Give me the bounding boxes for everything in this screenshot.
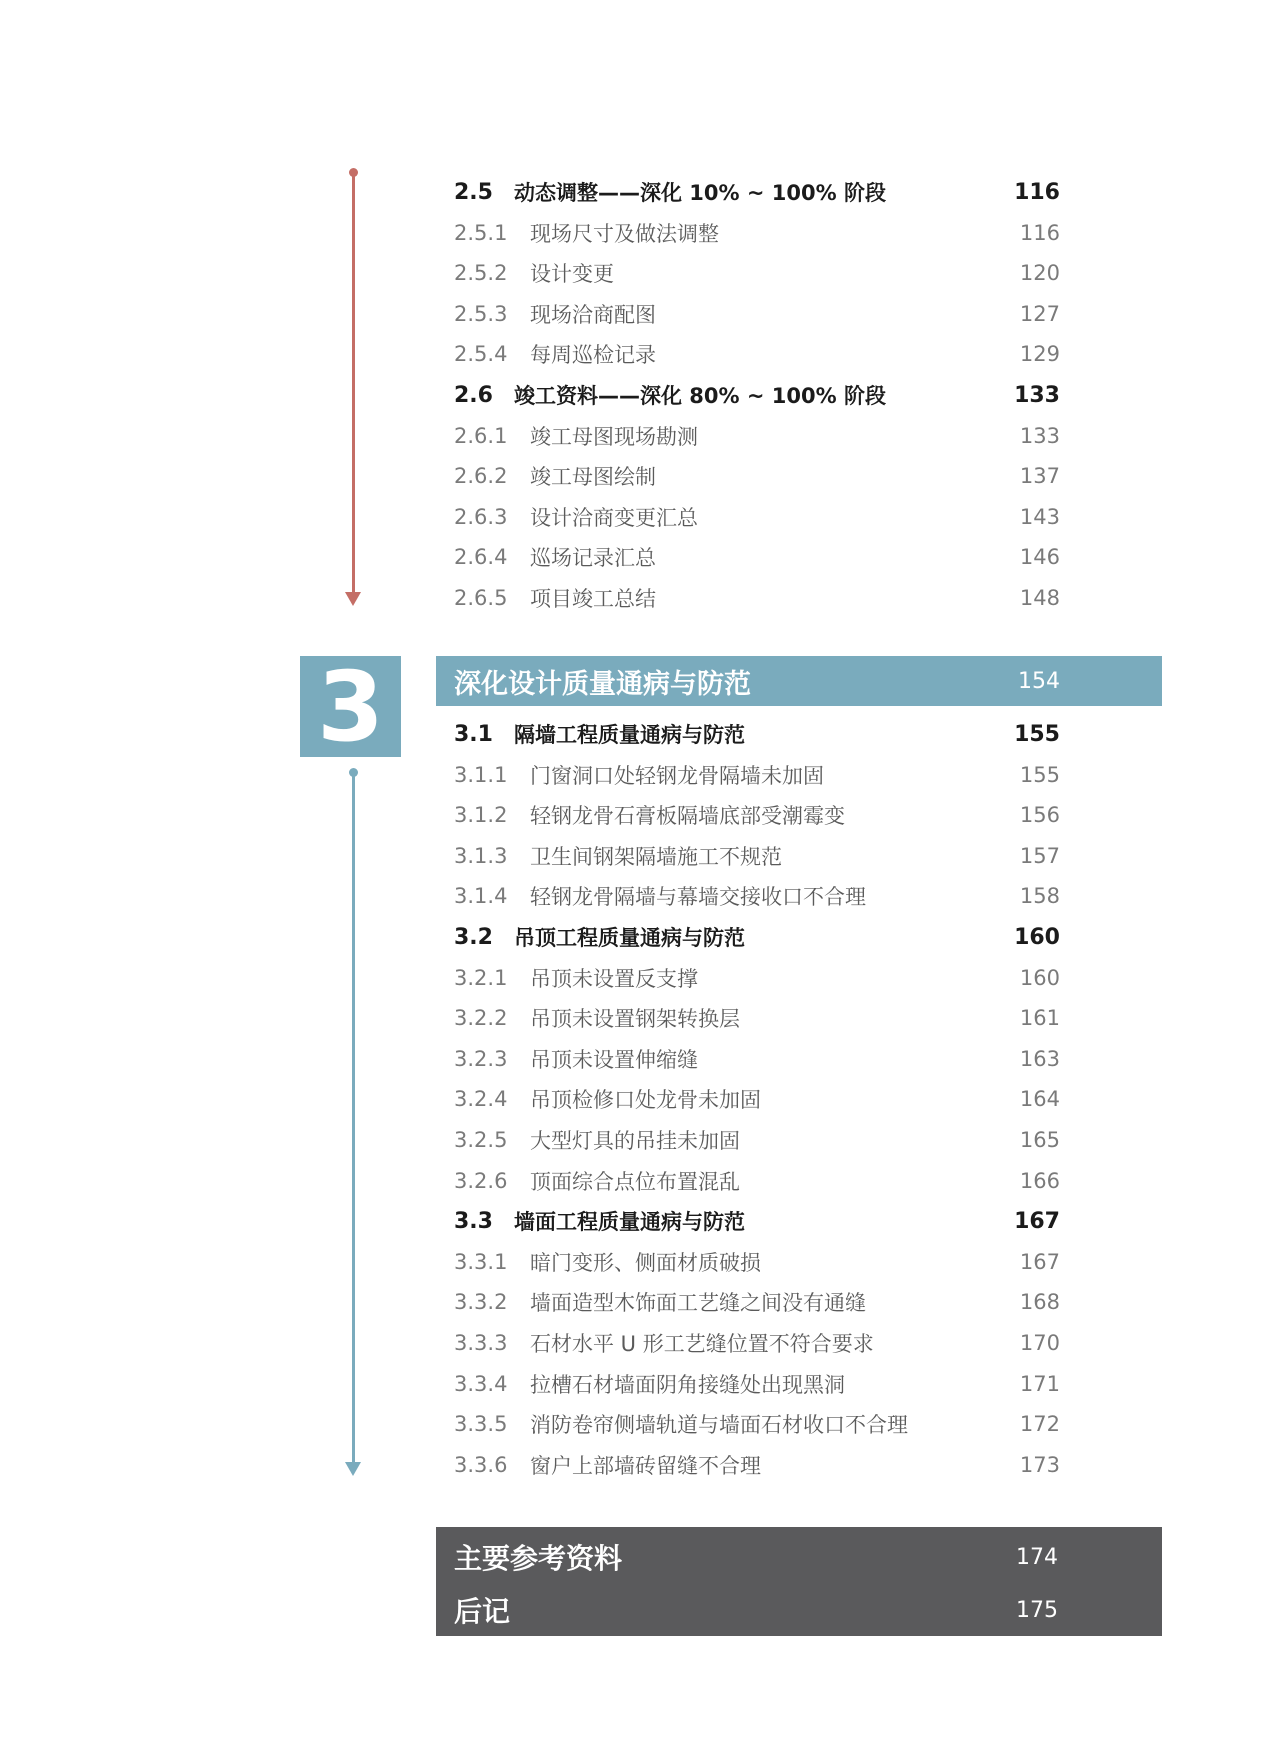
- toc-entry-number: 3.2.2: [454, 1006, 508, 1031]
- toc-section-entry[interactable]: [454, 917, 1060, 957]
- rail-top-line: [352, 172, 355, 596]
- toc-entry-page: 164: [1019, 1087, 1060, 1112]
- references-entry[interactable]: [454, 1532, 1142, 1582]
- toc-subsection-entry[interactable]: [454, 497, 1060, 537]
- toc-subsection-entry[interactable]: [454, 795, 1060, 835]
- toc-entry-number: 2.5: [454, 179, 493, 205]
- toc-entry-number: 2.5.4: [454, 342, 508, 367]
- toc-subsection-entry[interactable]: [454, 836, 1060, 876]
- toc-entry-number: 3.3.4: [454, 1371, 508, 1396]
- toc-entry-page: 158: [1019, 884, 1060, 909]
- toc-entry-number: 2.6: [454, 382, 493, 408]
- toc-entry-title: 石材水平 U 形工艺缝位置不符合要求: [530, 1332, 874, 1356]
- toc-section-entry[interactable]: [454, 172, 1060, 212]
- toc-entry-page: 156: [1019, 803, 1060, 828]
- toc-subsection-entry[interactable]: [454, 1120, 1060, 1160]
- toc-entry-title: 拉槽石材墙面阴角接缝处出现黑洞: [530, 1372, 845, 1397]
- toc-entry-page: 172: [1019, 1412, 1060, 1437]
- rail-top-arrowhead: [345, 592, 361, 606]
- chapter-number-badge: 3: [300, 656, 401, 757]
- toc-entry-number: 2.6.2: [454, 464, 508, 489]
- toc-subsection-entry[interactable]: [454, 1323, 1060, 1363]
- toc-entry-title: 设计洽商变更汇总: [530, 505, 698, 530]
- toc-entry-title: 墙面工程质量通病与防范: [514, 1210, 745, 1235]
- toc-entry-title: 墙面造型木饰面工艺缝之间没有通缝: [530, 1291, 866, 1316]
- chapter-title: 深化设计质量通病与防范: [454, 668, 751, 700]
- toc-subsection-entry[interactable]: [454, 253, 1060, 293]
- toc-entry-page: 166: [1019, 1168, 1060, 1193]
- toc-entry-page: 167: [1014, 1208, 1060, 1234]
- toc-subsection-entry[interactable]: [454, 1404, 1060, 1444]
- toc-entry-page: 133: [1014, 382, 1060, 408]
- toc-subsection-entry[interactable]: [454, 213, 1060, 253]
- toc-subsection-entry[interactable]: [454, 578, 1060, 618]
- toc-entry-number: 3.3.6: [454, 1452, 508, 1477]
- toc-entry-page: 168: [1019, 1290, 1060, 1315]
- toc-subsection-entry[interactable]: [454, 334, 1060, 374]
- toc-entry-number: 3.2.1: [454, 965, 508, 990]
- toc-entry-title: 巡场记录汇总: [530, 546, 656, 571]
- toc-entry-title: 轻钢龙骨隔墙与幕墙交接收口不合理: [530, 885, 866, 910]
- toc-subsection-entry[interactable]: [454, 1161, 1060, 1201]
- toc-entry-number: 2.6.5: [454, 586, 508, 610]
- toc-entry-number: 3.3: [454, 1208, 493, 1234]
- chapter-page: 154: [1018, 668, 1060, 694]
- toc-entry-page: 160: [1019, 965, 1060, 990]
- afterword-title: 后记: [454, 1595, 511, 1628]
- toc-entry-title: 吊顶检修口处龙骨未加固: [530, 1088, 761, 1113]
- chapter-title-bar[interactable]: [436, 656, 1162, 706]
- toc-entry-page: 161: [1019, 1006, 1060, 1031]
- toc-subsection-entry[interactable]: [454, 1079, 1060, 1119]
- toc-entry-page: 157: [1019, 843, 1060, 868]
- toc-entry-title: 门窗洞口处轻钢龙骨隔墙未加固: [530, 763, 824, 788]
- toc-subsection-entry[interactable]: [454, 1039, 1060, 1079]
- toc-entry-number: 3.2: [454, 924, 493, 950]
- afterword-page: 175: [1016, 1597, 1058, 1623]
- toc-section-entry[interactable]: [454, 714, 1060, 754]
- toc-entry-title: 竣工资料——深化 80% ~ 100% 阶段: [514, 384, 886, 408]
- toc-entry-number: 3.1.2: [454, 803, 508, 828]
- toc-subsection-entry[interactable]: [454, 958, 1060, 998]
- toc-entry-title: 消防卷帘侧墙轨道与墙面石材收口不合理: [530, 1413, 908, 1438]
- toc-subsection-entry[interactable]: [454, 1364, 1060, 1404]
- toc-entry-page: 165: [1019, 1128, 1060, 1152]
- toc-entry-title: 吊顶工程质量通病与防范: [514, 926, 745, 950]
- toc-entry-page: 116: [1014, 179, 1060, 205]
- toc-subsection-entry[interactable]: [454, 416, 1060, 456]
- toc-entry-page: 133: [1019, 423, 1060, 448]
- toc-entry-number: 3.1.1: [454, 762, 508, 787]
- toc-entry-page: 120: [1019, 261, 1060, 286]
- references-page: 174: [1016, 1544, 1058, 1570]
- toc-entry-page: 148: [1019, 586, 1060, 610]
- toc-entry-number: 2.6.1: [454, 423, 508, 448]
- toc-entry-page: 173: [1019, 1452, 1060, 1477]
- toc-entry-page: 163: [1019, 1046, 1060, 1071]
- toc-subsection-entry[interactable]: [454, 1445, 1060, 1485]
- rail-bottom-arrowhead: [345, 1462, 361, 1476]
- toc-entry-page: 155: [1019, 762, 1060, 787]
- toc-entry-title: 大型灯具的吊挂未加固: [530, 1129, 740, 1153]
- toc-entry-title: 轻钢龙骨石膏板隔墙底部受潮霉变: [530, 804, 845, 829]
- toc-entry-number: 2.5.1: [454, 220, 508, 245]
- toc-subsection-entry[interactable]: [454, 755, 1060, 795]
- toc-entry-number: 2.6.4: [454, 545, 508, 570]
- afterword-entry[interactable]: [454, 1585, 1142, 1635]
- toc-entry-title: 现场洽商配图: [530, 302, 656, 327]
- toc-entry-page: 137: [1019, 464, 1060, 489]
- toc-entry-title: 吊顶未设置反支撑: [530, 966, 698, 991]
- toc-subsection-entry[interactable]: [454, 998, 1060, 1038]
- toc-entry-number: 3.3.1: [454, 1249, 508, 1274]
- toc-entry-title: 竣工母图绘制: [530, 465, 656, 490]
- toc-section-entry[interactable]: [454, 375, 1060, 415]
- rail-bottom-line: [352, 772, 355, 1466]
- toc-entry-title: 隔墙工程质量通病与防范: [514, 723, 745, 747]
- toc-entry-page: 155: [1014, 721, 1060, 747]
- toc-entry-number: 3.1.3: [454, 843, 508, 868]
- toc-entry-page: 160: [1014, 924, 1060, 950]
- toc-entry-title: 吊顶未设置伸缩缝: [530, 1047, 698, 1072]
- toc-subsection-entry[interactable]: [454, 876, 1060, 916]
- toc-entry-page: 170: [1019, 1331, 1060, 1355]
- toc-subsection-entry[interactable]: [454, 294, 1060, 334]
- toc-entry-page: 143: [1019, 504, 1060, 529]
- toc-entry-number: 3.3.3: [454, 1331, 508, 1355]
- toc-entry-number: 3.1.4: [454, 884, 508, 909]
- toc-entry-title: 吊顶未设置钢架转换层: [530, 1007, 740, 1032]
- toc-entry-title: 现场尺寸及做法调整: [530, 221, 719, 246]
- references-title: 主要参考资料: [454, 1542, 623, 1575]
- toc-entry-number: 3.2.4: [454, 1087, 508, 1112]
- toc-entry-page: 127: [1019, 301, 1060, 326]
- toc-entry-number: 2.5.3: [454, 301, 508, 326]
- toc-entry-page: 167: [1019, 1249, 1060, 1274]
- toc-entry-number: 3.3.5: [454, 1412, 508, 1437]
- toc-entry-number: 3.2.5: [454, 1128, 508, 1152]
- toc-entry-title: 每周巡检记录: [530, 343, 656, 368]
- toc-entry-title: 项目竣工总结: [530, 587, 656, 611]
- toc-entry-title: 设计变更: [530, 262, 614, 287]
- toc-entry-number: 3.2.6: [454, 1168, 508, 1193]
- toc-entry-title: 顶面综合点位布置混乱: [530, 1169, 740, 1194]
- toc-entry-title: 窗户上部墙砖留缝不合理: [530, 1453, 761, 1478]
- toc-entry-page: 171: [1019, 1371, 1060, 1396]
- toc-entry-number: 3.1: [454, 721, 493, 747]
- toc-subsection-entry[interactable]: [454, 537, 1060, 577]
- toc-entry-title: 动态调整——深化 10% ~ 100% 阶段: [514, 181, 886, 205]
- toc-entry-page: 116: [1019, 220, 1060, 245]
- toc-subsection-entry[interactable]: [454, 1242, 1060, 1282]
- toc-subsection-entry[interactable]: [454, 1282, 1060, 1322]
- toc-entry-title: 竣工母图现场勘测: [530, 424, 698, 449]
- toc-entry-page: 129: [1019, 342, 1060, 367]
- toc-entry-title: 卫生间钢架隔墙施工不规范: [530, 844, 782, 869]
- toc-subsection-entry[interactable]: [454, 456, 1060, 496]
- toc-entry-number: 2.5.2: [454, 261, 508, 286]
- toc-entry-title: 暗门变形、侧面材质破损: [530, 1250, 761, 1275]
- toc-entry-number: 2.6.3: [454, 504, 508, 529]
- toc-entry-number: 3.3.2: [454, 1290, 508, 1315]
- toc-entry-number: 3.2.3: [454, 1046, 508, 1071]
- toc-section-entry[interactable]: [454, 1201, 1060, 1241]
- toc-entry-page: 146: [1019, 545, 1060, 570]
- back-matter-bar: [436, 1527, 1162, 1636]
